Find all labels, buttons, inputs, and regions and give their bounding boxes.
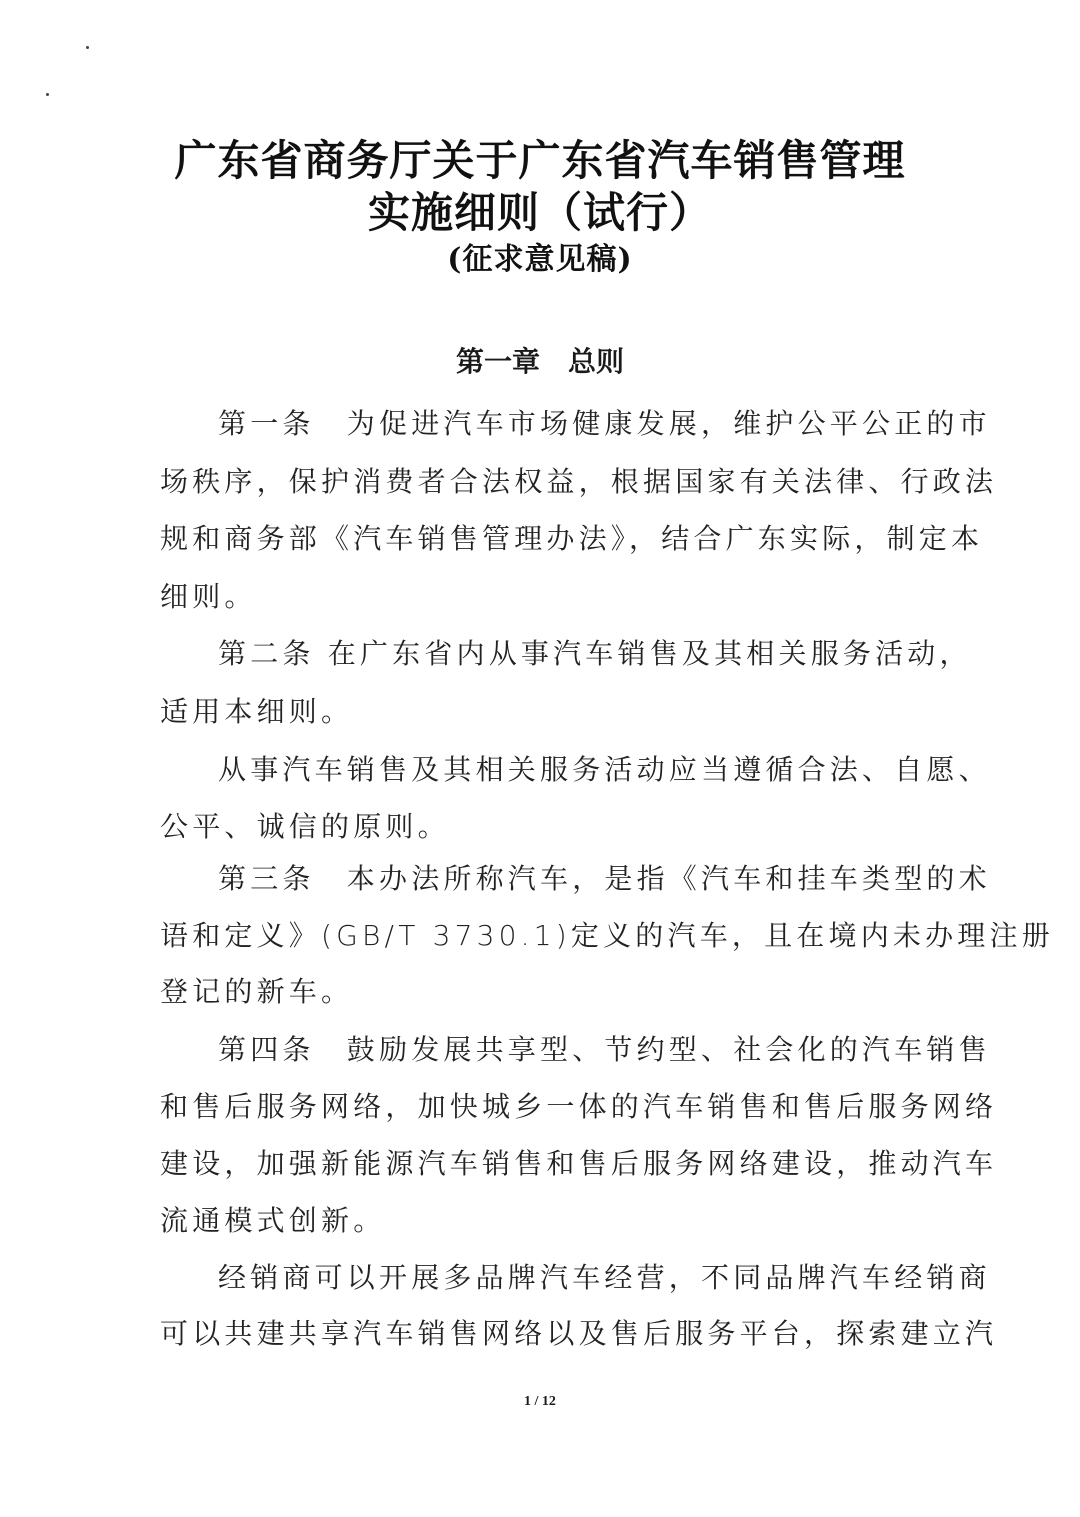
- article-4-line: 建设，加强新能源汽车销售和售后服务网络建设，推动汽车: [160, 1147, 998, 1180]
- article-2-line: 适用本细则。: [160, 695, 354, 728]
- article-3-line: 第三条 本办法所称汽车，是指《汽车和挂车类型的术: [218, 862, 991, 895]
- article-4-paragraph-line: 经销商可以开展多品牌汽车经营，不同品牌汽车经销商: [218, 1261, 991, 1294]
- article-1-line: 细则。: [160, 580, 257, 613]
- scan-mark: [46, 93, 49, 96]
- document-title-line-1: 广东省商务厅关于广东省汽车销售管理: [174, 136, 906, 185]
- article-1-line: 第一条 为促进汽车市场健康发展，维护公平公正的市: [218, 407, 991, 440]
- article-2-paragraph-line: 公平、诚信的原则。: [160, 810, 450, 843]
- article-1-line: 场秩序，保护消费者合法权益，根据国家有关法律、行政法: [160, 465, 998, 498]
- article-3-line: 登记的新车。: [160, 975, 354, 1008]
- article-4-line: 和售后服务网络，加快城乡一体的汽车销售和售后服务网络: [160, 1090, 998, 1123]
- page-indicator: 1 / 12: [524, 1394, 556, 1409]
- chapter-heading: 第一章 总则: [455, 345, 624, 378]
- scan-mark: [86, 46, 89, 49]
- article-1-line: 规和商务部《汽车销售管理办法》，结合广东实际，制定本: [160, 522, 984, 555]
- document-subtitle: (征求意见稿): [447, 242, 633, 277]
- article-2-line: 第二条 在广东省内从事汽车销售及其相关服务活动，: [218, 637, 972, 670]
- article-4-line: 流通模式创新。: [160, 1204, 386, 1237]
- article-4-line: 第四条 鼓励发展共享型、节约型、社会化的汽车销售: [218, 1033, 991, 1066]
- document-title-line-2: 实施细则（试行）: [367, 188, 712, 237]
- article-2-paragraph-line: 从事汽车销售及其相关服务活动应当遵循合法、自愿、: [218, 753, 991, 786]
- article-4-paragraph-line: 可以共建共享汽车销售网络以及售后服务平台，探索建立汽: [160, 1317, 998, 1350]
- article-3-line: 语和定义》(GB/T 3730.1)定义的汽车，且在境内未办理注册: [160, 919, 1054, 952]
